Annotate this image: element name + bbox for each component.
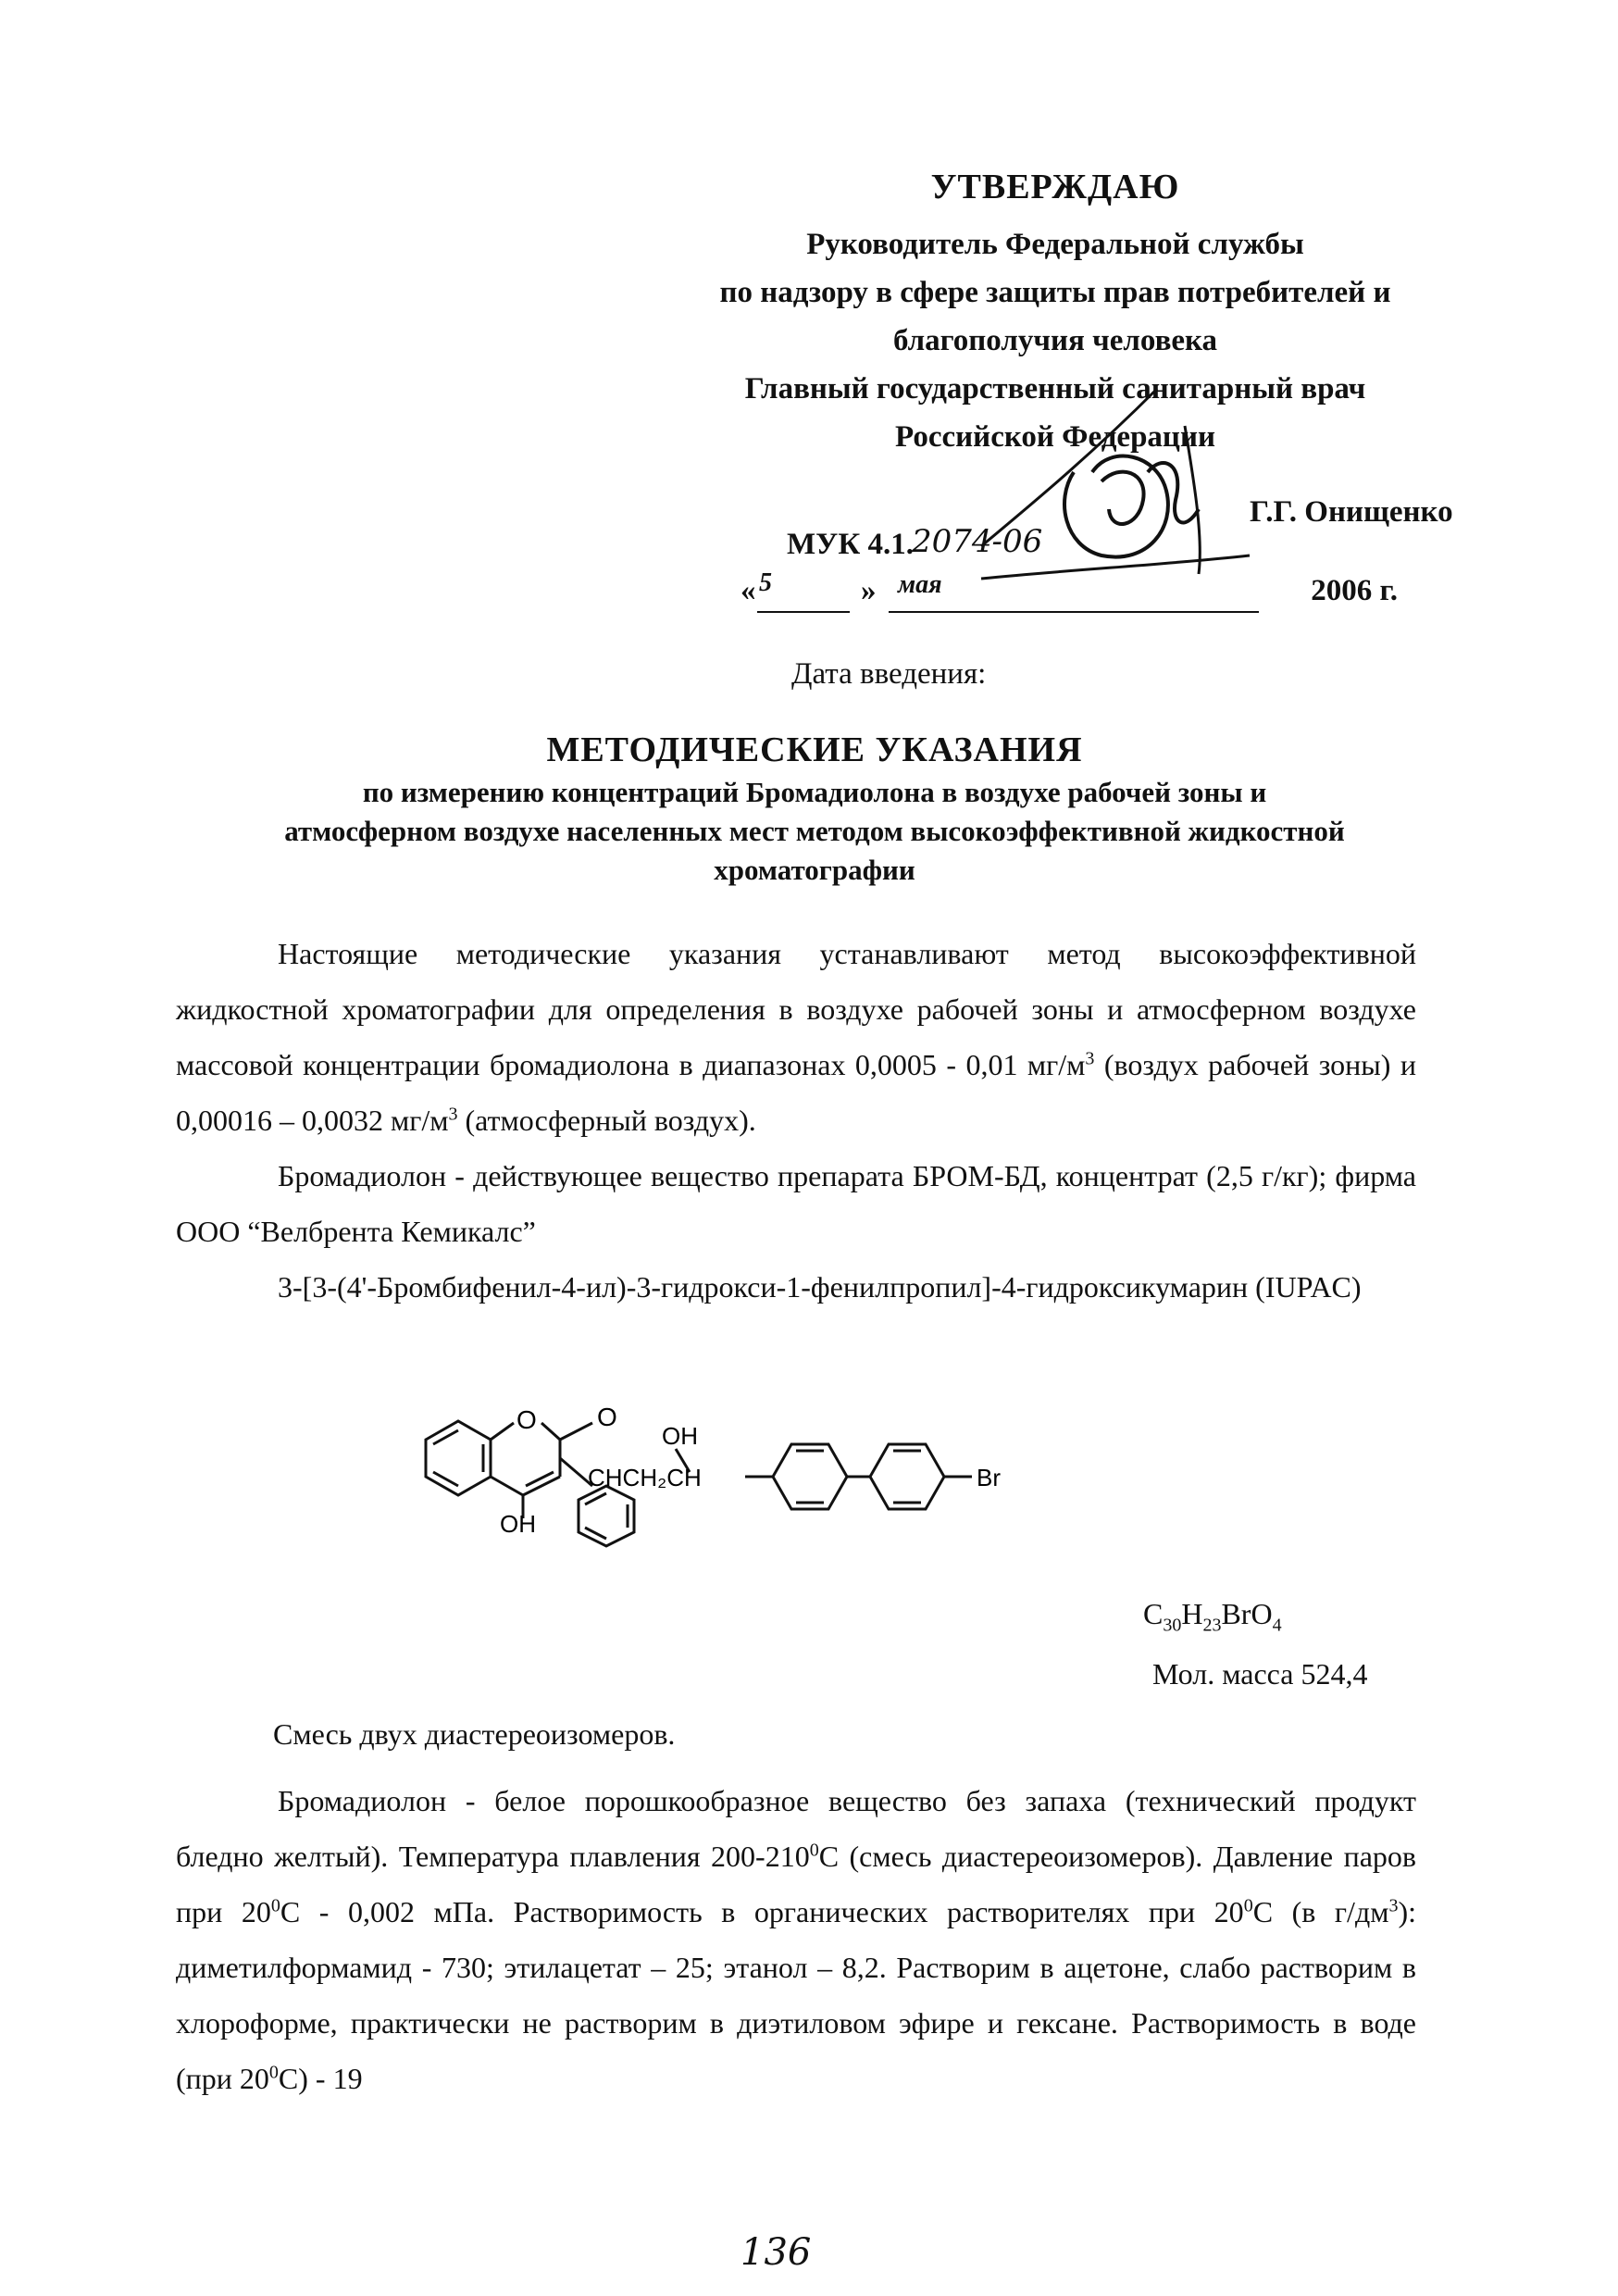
body-text (176, 1773, 1416, 2106)
date-close-quote: » (861, 574, 877, 607)
superscript: 3 (1085, 1048, 1095, 1069)
title-subtitle: по измерению концентраций Бромадиолона в воздухе рабочей зоны и (362, 776, 1267, 808)
date-month: мая (898, 570, 942, 599)
formula-part: H (1181, 1597, 1203, 1630)
approval-line: благополучия человека (892, 324, 1218, 357)
structure-label: O (517, 1405, 537, 1434)
structure-label: OH (500, 1510, 536, 1538)
approval-heading: УТВЕРЖДАЮ (930, 168, 1180, 206)
paragraph-text: С - 0,002 мПа. Растворимость в органических растворителях при 20 (280, 1895, 1244, 1928)
paragraph-substance: Бромадиолон - действующее вещество препарата БРОМ-БД, концентрат (2,5 г/кг); фирма ООО “Велбрента Кемикалс” (176, 1159, 1416, 1248)
document-title (185, 727, 1444, 890)
paragraph-text: (атмосферный воздух). (457, 1104, 756, 1137)
muk-label: МУК 4.1. (787, 528, 915, 561)
structure-label: CHCH₂CH (588, 1464, 702, 1491)
structure-label: OH (662, 1422, 698, 1450)
superscript: 3 (1388, 1895, 1399, 1916)
title-subtitle: атмосферном воздухе населенных мест методом высокоэффективной жидкостной (284, 815, 1345, 847)
molecular-mass: Мол. масса 524,4 (1152, 1657, 1368, 1691)
chemical-structure (407, 1384, 1055, 1597)
date-day: 5 (759, 568, 772, 597)
structure-label: Br (977, 1464, 1001, 1491)
date-underline (757, 611, 850, 613)
paragraph-text: С (смесь диастереоизомеров). Давление паров при 20 (176, 1840, 1416, 1928)
paragraph-properties (176, 1773, 1416, 2106)
mixture-note: Смесь двух диастереоизомеров. (273, 1717, 676, 1751)
body-text (176, 926, 1416, 1315)
superscript: 3 (448, 1104, 458, 1125)
paragraph-text: Бромадиолон - белое порошкообразное вещество без запаха (технический продукт бледно желтый). Температура плавления 200-210 (176, 1784, 1416, 1873)
paragraph-text: С) - 19 (278, 2062, 363, 2095)
paragraph-scope (176, 926, 1416, 1148)
approval-line: Руководитель Федеральной службы (806, 228, 1304, 261)
approval-line: Российской Федерации (895, 420, 1215, 454)
paragraph-text: Настоящие методические указания устанавливают метод высокоэффективной жидкостной хроматографии для определения в воздухе рабочей зоны и атмосферном воздухе массовой концентрации бромадиолона в диапазонах 0,0005 - 0,01 мг/м (176, 937, 1416, 1081)
superscript: 0 (809, 1840, 819, 1861)
superscript: 0 (1243, 1895, 1253, 1916)
page-number: 136 (741, 2231, 812, 2274)
paragraph-iupac: 3-[3-(4'-Бромбифенил-4-ил)-3-гидрокси-1-фенилпропил]-4-гидроксикумарин (IUPAC) (278, 1270, 1362, 1304)
muk-number-handwritten: 2074-06 (912, 523, 1043, 560)
signer-name: Г.Г. Онищенко (1250, 495, 1453, 529)
formula-part: BrO (1221, 1597, 1273, 1630)
date-year: 2006 г. (1311, 574, 1398, 607)
formula-subscript: 30 (1163, 1615, 1182, 1636)
paragraph-text: С (в г/дм (1252, 1895, 1389, 1928)
formula-subscript: 4 (1272, 1615, 1282, 1636)
formula-part: C (1143, 1597, 1164, 1630)
formula-subscript: 23 (1202, 1615, 1222, 1636)
title-main: МЕТОДИЧЕСКИЕ УКАЗАНИЯ (546, 730, 1083, 769)
introduction-date-label: Дата введения: (791, 657, 987, 691)
superscript: 0 (270, 1895, 280, 1916)
structure-label: O (597, 1403, 617, 1431)
superscript: 0 (268, 2062, 279, 2083)
date-underline (889, 611, 1259, 613)
date-open-quote: « (741, 574, 756, 607)
title-subtitle: хроматографии (714, 854, 915, 886)
approval-line: по надзору в сфере защиты прав потребителей и (719, 276, 1391, 309)
paragraph-text: ): диметилформамид - 730; этилацетат – 25; этанол – 8,2. Растворим в ацетоне, слабо растворим в хлороформе, практически не растворим в диэтиловом эфире и гексане. Растворимость в воде (при 20 (176, 1895, 1417, 2095)
molecular-formula (1143, 1597, 1282, 1636)
paragraph-text: (воздух рабочей зоны) и 0,00016 – 0,0032 мг/м (176, 1048, 1416, 1137)
approval-line: Главный государственный санитарный врач (744, 372, 1366, 406)
